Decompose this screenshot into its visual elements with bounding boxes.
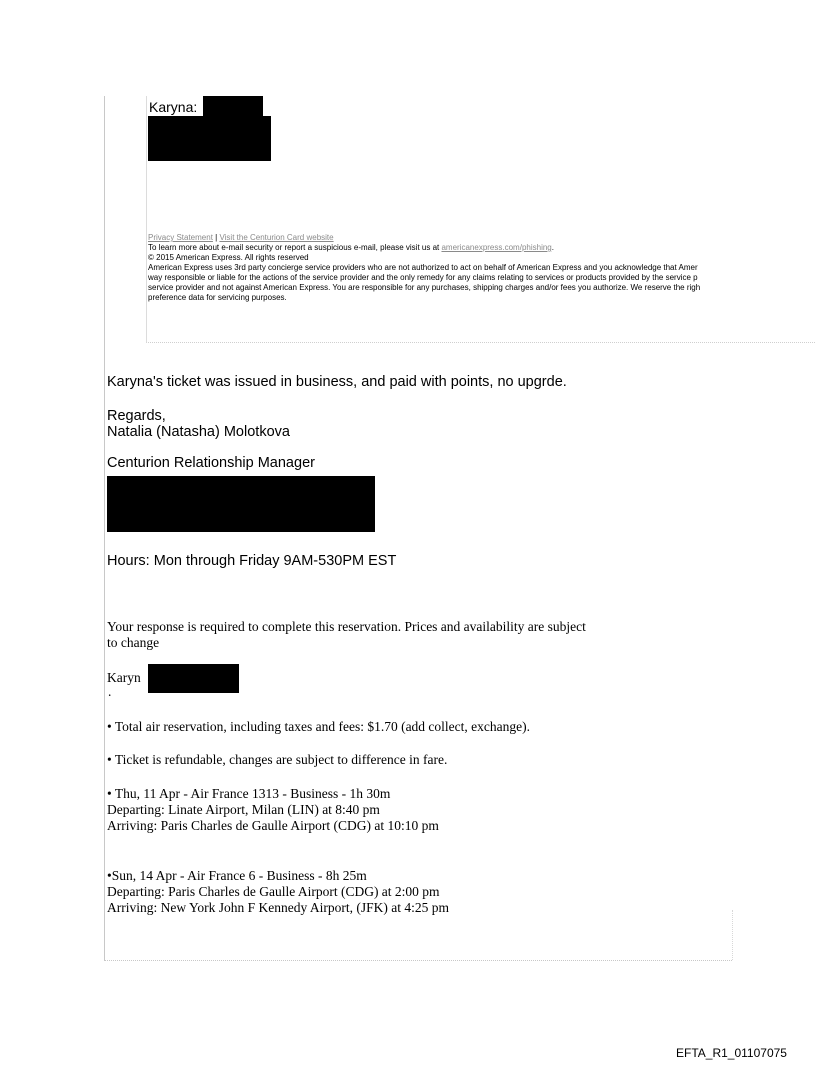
phishing-link[interactable]: americanexpress.com/phishing [441, 243, 552, 252]
document-id: EFTA_R1_01107075 [676, 1046, 787, 1060]
flight-header: •Sun, 14 Apr - Air France 6 - Business - 8h 25m [107, 868, 367, 883]
redaction-box [203, 96, 263, 116]
greeting: Karyna: [149, 99, 198, 115]
link-separator: | [212, 233, 220, 242]
disclaimer-line: preference data for servicing purposes. [148, 293, 287, 302]
disclaimer-line: American Express uses 3rd party concierge service providers who are not authorized to act on behalf of American Express and you acknowledge that Amer [148, 263, 698, 272]
flight-departing: Departing: Paris Charles de Gaulle Airport (CDG) at 2:00 pm [107, 884, 440, 899]
disclaimer-line: way responsible or liable for the actions of the service provider and the only remedy for any claims relating to services or products provided by the service p [148, 273, 698, 282]
copyright: © 2015 American Express. All rights reserved [148, 253, 309, 262]
security-notice-text: To learn more about e-mail security or report a suspicious e-mail, please visit us at [148, 243, 442, 252]
total-price-item: • Total air reservation, including taxes and fees: $1.70 (add collect, exchange). [107, 719, 531, 734]
flight-arriving: Arriving: Paris Charles de Gaulle Airport (CDG) at 10:10 pm [107, 818, 439, 833]
passenger-name: Karyn [107, 670, 141, 685]
email-quote-bottom-border [104, 960, 732, 961]
centurion-website-link[interactable]: Visit the Centurion Card website [219, 233, 334, 242]
email-quote-right-border [732, 910, 733, 960]
stray-period: . [108, 684, 112, 699]
flight-arriving: Arriving: New York John F Kennedy Airport, (JFK) at 4:25 pm [107, 900, 449, 915]
message-body: Karyna's ticket was issued in business, and paid with points, no upgrde. [107, 374, 567, 390]
sender-title: Centurion Relationship Manager [107, 455, 315, 471]
disclaimer-line: service provider and not against American Express. You are responsible for any purchases, shipping charges and/or fees you authorize. We reserve the righ [148, 283, 701, 292]
amex-links-row [148, 233, 334, 243]
redaction-box [148, 664, 239, 693]
security-notice-end: . [551, 243, 554, 252]
privacy-statement-link[interactable]: Privacy Statement [148, 233, 213, 242]
flight-header: • Thu, 11 Apr - Air France 1313 - Business - 1h 30m [107, 786, 391, 801]
redaction-box [148, 116, 271, 161]
security-notice [148, 243, 554, 253]
refund-policy-item: • Ticket is refundable, changes are subject to difference in fare. [107, 752, 448, 767]
reservation-notice-line: Your response is required to complete this reservation. Prices and availability are subject [107, 619, 586, 634]
office-hours: Hours: Mon through Friday 9AM-530PM EST [107, 553, 397, 569]
reservation-notice-line: to change [107, 635, 160, 650]
regards: Regards, [107, 408, 166, 424]
flight-departing: Departing: Linate Airport, Milan (LIN) at 8:40 pm [107, 802, 380, 817]
redaction-box [107, 476, 375, 532]
sender-name: Natalia (Natasha) Molotkova [107, 424, 290, 440]
